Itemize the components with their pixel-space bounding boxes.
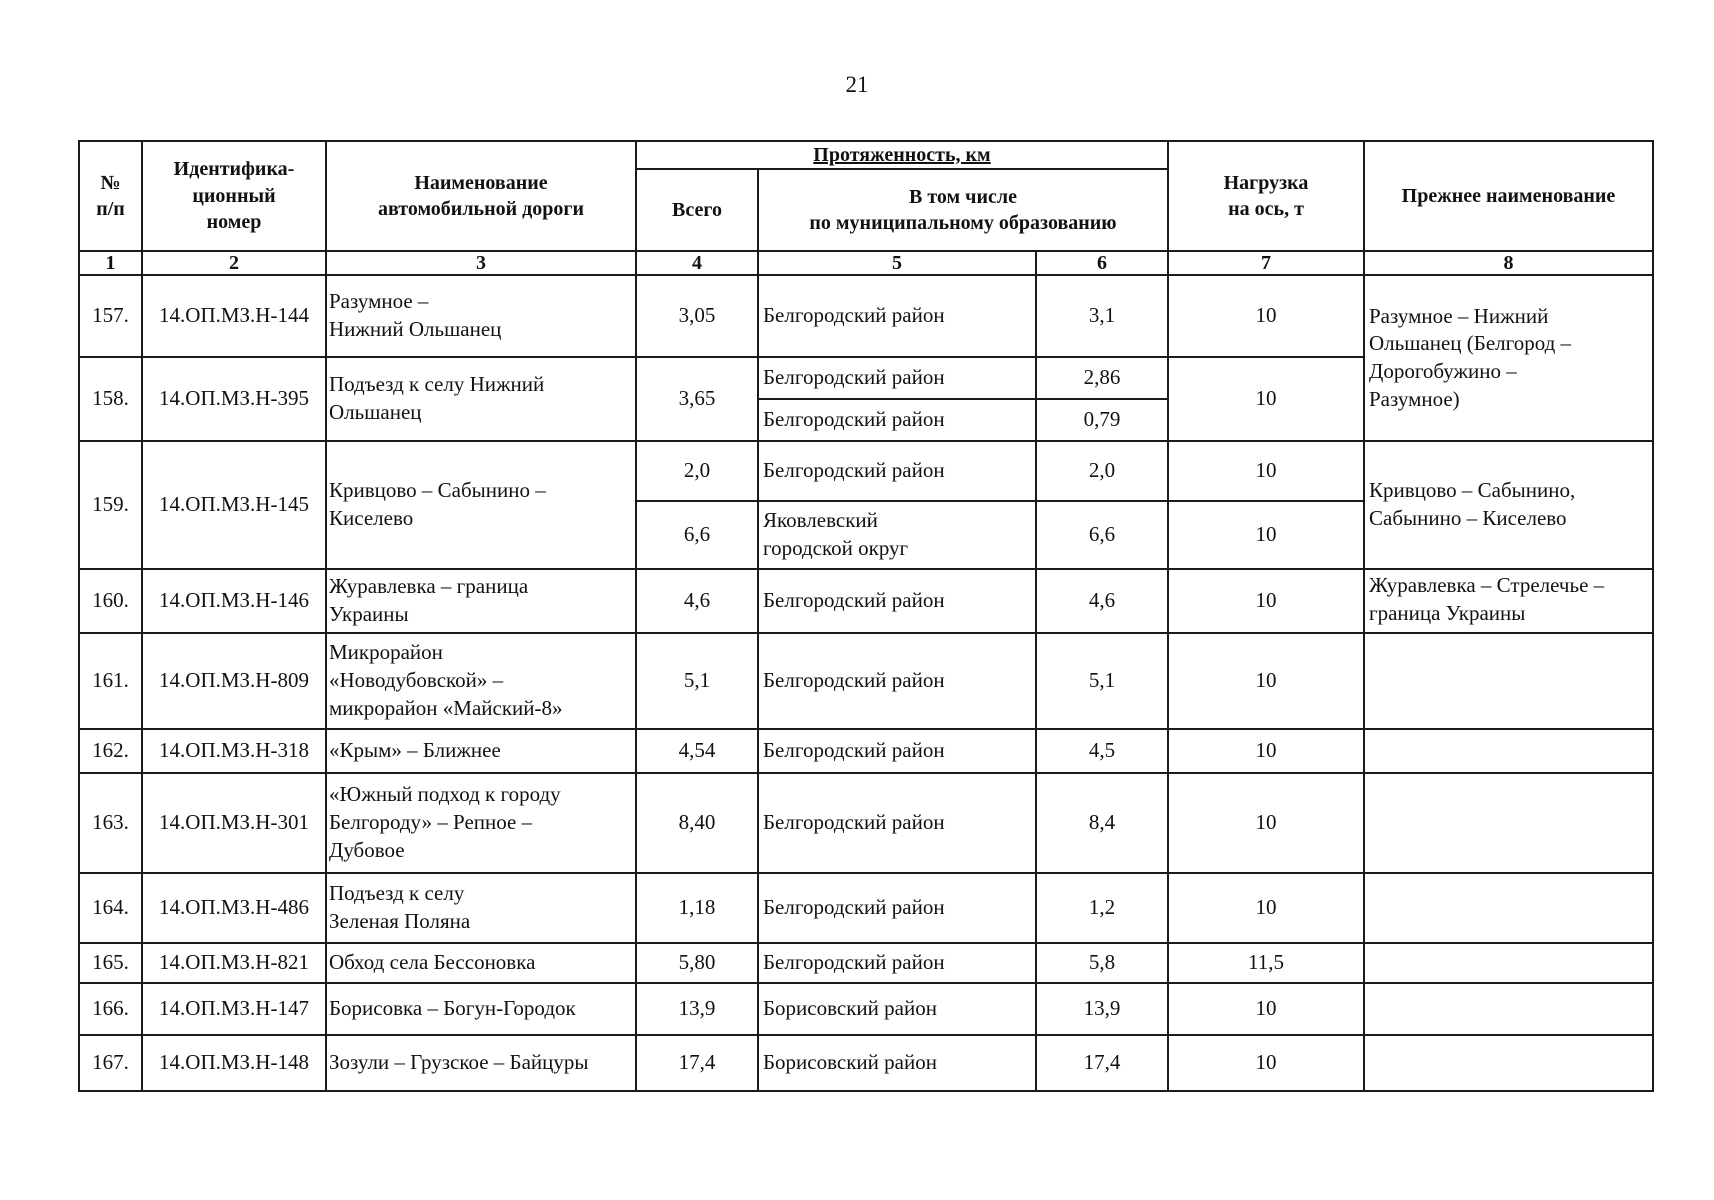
row-id: 14.ОП.МЗ.Н-809 xyxy=(142,633,326,729)
row-muni-km: 17,4 xyxy=(1036,1035,1168,1091)
header-id: Идентифика- ционный номер xyxy=(142,141,326,251)
header-name: Наименование автомобильной дороги xyxy=(326,141,636,251)
row-muni-km: 5,8 xyxy=(1036,943,1168,983)
header-municipal: В том числе по муниципальному образованию xyxy=(758,169,1168,251)
col-number: 8 xyxy=(1364,251,1653,275)
row-road-name: «Крым» – Ближнее xyxy=(326,729,636,773)
row-total: 17,4 xyxy=(636,1035,758,1091)
row-id: 14.ОП.МЗ.Н-144 xyxy=(142,275,326,357)
row-axle: 11,5 xyxy=(1168,943,1364,983)
row-axle: 10 xyxy=(1168,1035,1364,1091)
col-number: 2 xyxy=(142,251,326,275)
row-num: 160. xyxy=(79,569,142,633)
row-total: 3,65 xyxy=(636,357,758,441)
header-total: Всего xyxy=(636,169,758,251)
row-road-name: Журавлевка – граница Украины xyxy=(326,569,636,633)
row-former-name: Журавлевка – Стрелечье – граница Украины xyxy=(1364,569,1653,633)
row-muni-km: 5,1 xyxy=(1036,633,1168,729)
row-total: 5,80 xyxy=(636,943,758,983)
row-municipality: Белгородский район xyxy=(758,729,1036,773)
row-id: 14.ОП.МЗ.Н-147 xyxy=(142,983,326,1035)
row-former-name xyxy=(1364,943,1653,983)
col-number: 6 xyxy=(1036,251,1168,275)
row-muni-km: 4,5 xyxy=(1036,729,1168,773)
row-num: 167. xyxy=(79,1035,142,1091)
table-row xyxy=(79,1035,1653,1091)
col-number: 4 xyxy=(636,251,758,275)
row-muni-km: 1,2 xyxy=(1036,873,1168,943)
roads-table xyxy=(78,140,1654,1092)
row-muni-km: 8,4 xyxy=(1036,773,1168,873)
row-road-name: Кривцово – Сабынино – Киселево xyxy=(326,441,636,569)
header-length: Протяженность, км xyxy=(636,141,1168,169)
header-num: № п/п xyxy=(79,141,142,251)
row-road-name: Зозули – Грузское – Байцуры xyxy=(326,1035,636,1091)
row-municipality: Белгородский район xyxy=(758,633,1036,729)
row-municipality: Белгородский район xyxy=(758,943,1036,983)
row-road-name: Подъезд к селу Зеленая Поляна xyxy=(326,873,636,943)
table-row xyxy=(79,773,1653,873)
row-axle: 10 xyxy=(1168,569,1364,633)
row-num: 159. xyxy=(79,441,142,569)
row-num: 163. xyxy=(79,773,142,873)
table-row xyxy=(79,873,1653,943)
row-road-name: Борисовка – Богун-Городок xyxy=(326,983,636,1035)
row-total: 2,0 xyxy=(636,441,758,501)
row-num: 165. xyxy=(79,943,142,983)
row-axle: 10 xyxy=(1168,441,1364,501)
row-id: 14.ОП.МЗ.Н-318 xyxy=(142,729,326,773)
row-num: 157. xyxy=(79,275,142,357)
row-muni-km: 2,86 xyxy=(1036,357,1168,399)
row-municipality: Борисовский район xyxy=(758,1035,1036,1091)
row-total: 5,1 xyxy=(636,633,758,729)
row-axle: 10 xyxy=(1168,633,1364,729)
row-muni-km: 2,0 xyxy=(1036,441,1168,501)
row-muni-km: 6,6 xyxy=(1036,501,1168,569)
row-num: 166. xyxy=(79,983,142,1035)
row-former-name xyxy=(1364,773,1653,873)
row-former-name: Разумное – Нижний Ольшанец (Белгород – Дорогобужино – Разумное) xyxy=(1364,275,1653,441)
row-muni-km: 4,6 xyxy=(1036,569,1168,633)
row-axle: 10 xyxy=(1168,983,1364,1035)
row-muni-km: 13,9 xyxy=(1036,983,1168,1035)
row-municipality: Белгородский район xyxy=(758,399,1036,441)
row-num: 161. xyxy=(79,633,142,729)
row-road-name: Подъезд к селу Нижний Ольшанец xyxy=(326,357,636,441)
table-row xyxy=(79,275,1653,357)
col-number: 7 xyxy=(1168,251,1364,275)
row-axle: 10 xyxy=(1168,729,1364,773)
table-row xyxy=(79,983,1653,1035)
row-axle: 10 xyxy=(1168,275,1364,357)
row-num: 164. xyxy=(79,873,142,943)
row-total: 6,6 xyxy=(636,501,758,569)
row-road-name: Микрорайон «Новодубовской» – микрорайон «Майский-8» xyxy=(326,633,636,729)
row-municipality: Белгородский район xyxy=(758,873,1036,943)
table-row xyxy=(79,569,1653,633)
row-municipality: Белгородский район xyxy=(758,357,1036,399)
row-id: 14.ОП.МЗ.Н-821 xyxy=(142,943,326,983)
row-total: 3,05 xyxy=(636,275,758,357)
row-axle: 10 xyxy=(1168,357,1364,441)
row-former-name xyxy=(1364,873,1653,943)
row-id: 14.ОП.МЗ.Н-395 xyxy=(142,357,326,441)
table-row xyxy=(79,943,1653,983)
table-row xyxy=(79,441,1653,501)
row-total: 4,54 xyxy=(636,729,758,773)
row-total: 13,9 xyxy=(636,983,758,1035)
page-number: 21 xyxy=(845,72,869,97)
row-road-name: Разумное – Нижний Ольшанец xyxy=(326,275,636,357)
row-axle: 10 xyxy=(1168,773,1364,873)
table-row xyxy=(79,729,1653,773)
row-municipality: Белгородский район xyxy=(758,569,1036,633)
row-former-name: Кривцово – Сабынино, Сабынино – Киселево xyxy=(1364,441,1653,569)
row-num: 158. xyxy=(79,357,142,441)
row-municipality: Борисовский район xyxy=(758,983,1036,1035)
row-former-name xyxy=(1364,729,1653,773)
row-road-name: «Южный подход к городу Белгороду» – Репное – Дубовое xyxy=(326,773,636,873)
table-row xyxy=(79,633,1653,729)
row-id: 14.ОП.МЗ.Н-301 xyxy=(142,773,326,873)
row-id: 14.ОП.МЗ.Н-486 xyxy=(142,873,326,943)
col-number: 1 xyxy=(79,251,142,275)
row-former-name xyxy=(1364,1035,1653,1091)
row-id: 14.ОП.МЗ.Н-145 xyxy=(142,441,326,569)
col-number: 5 xyxy=(758,251,1036,275)
row-num: 162. xyxy=(79,729,142,773)
row-municipality: Белгородский район xyxy=(758,275,1036,357)
row-muni-km: 0,79 xyxy=(1036,399,1168,441)
row-muni-km: 3,1 xyxy=(1036,275,1168,357)
row-id: 14.ОП.МЗ.Н-148 xyxy=(142,1035,326,1091)
row-municipality: Белгородский район xyxy=(758,441,1036,501)
row-municipality: Яковлевский городской округ xyxy=(758,501,1036,569)
header-former: Прежнее наименование xyxy=(1364,141,1653,251)
row-former-name xyxy=(1364,983,1653,1035)
row-id: 14.ОП.МЗ.Н-146 xyxy=(142,569,326,633)
row-road-name: Обход села Бессоновка xyxy=(326,943,636,983)
row-total: 1,18 xyxy=(636,873,758,943)
col-number: 3 xyxy=(326,251,636,275)
header-axle: Нагрузка на ось, т xyxy=(1168,141,1364,251)
row-axle: 10 xyxy=(1168,873,1364,943)
row-former-name xyxy=(1364,633,1653,729)
row-municipality: Белгородский район xyxy=(758,773,1036,873)
row-total: 8,40 xyxy=(636,773,758,873)
row-axle: 10 xyxy=(1168,501,1364,569)
row-total: 4,6 xyxy=(636,569,758,633)
